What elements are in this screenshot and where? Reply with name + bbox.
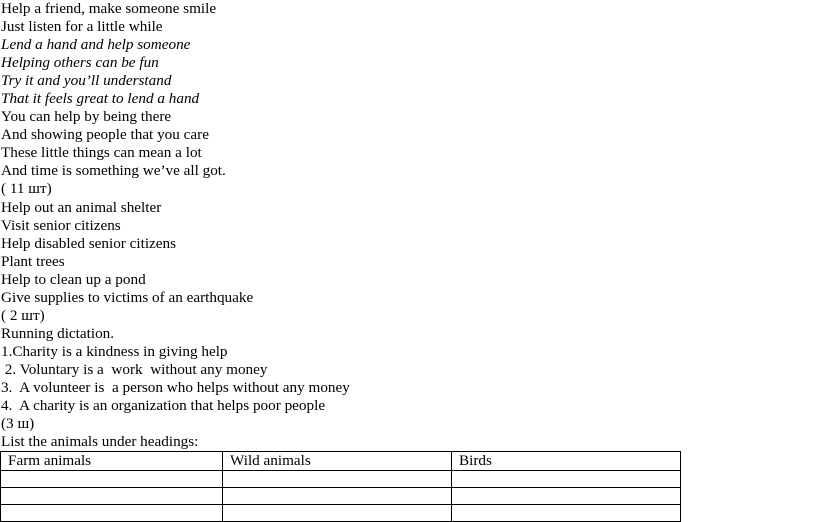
poem-line: Try it and you’ll understand: [1, 72, 172, 90]
poem-line: These little things can mean a lot: [1, 144, 202, 162]
dictation-list: [0, 343, 816, 415]
poem-line: Just listen for a little while: [1, 18, 163, 36]
activity-item: Visit senior citizens: [1, 216, 121, 234]
table-header-row: [1, 452, 681, 471]
table-cell[interactable]: [1, 471, 223, 488]
table-cell[interactable]: [452, 488, 681, 505]
poem-line: Help a friend, make someone smile: [1, 0, 217, 17]
table-row: [1, 505, 681, 522]
table-cell[interactable]: [452, 505, 681, 522]
activities-list: [0, 199, 816, 307]
table-cell[interactable]: [223, 488, 452, 505]
poem-line: Helping others can be fun: [1, 54, 159, 72]
dictation-title: Running dictation.: [1, 324, 115, 342]
animals-table: [0, 451, 681, 522]
table-cell[interactable]: [1, 488, 223, 505]
dictation-item: 4. A charity is an organization that helps poor people: [1, 397, 326, 415]
header-wild-animals: Wild animals: [223, 452, 452, 471]
activity-item: Help to clean up a pond: [1, 270, 146, 288]
table-cell[interactable]: [1, 505, 223, 522]
header-birds: Birds: [452, 452, 681, 471]
poem-line: You can help by being there: [1, 108, 172, 126]
table-cell[interactable]: [452, 471, 681, 488]
table-cell[interactable]: [223, 505, 452, 522]
activity-item: Plant trees: [1, 252, 65, 270]
activity-item: Help disabled senior citizens: [1, 234, 177, 252]
count-note: (3 ш): [1, 415, 35, 433]
table-instruction: List the animals under headings:: [1, 433, 199, 451]
poem: [0, 0, 816, 180]
activity-item: Give supplies to victims of an earthquake: [1, 288, 254, 306]
poem-line: And showing people that you care: [1, 126, 209, 144]
table-row: [1, 488, 681, 505]
dictation-item: 3. A volunteer is a person who helps without any money: [1, 378, 350, 396]
activity-item: Help out an animal shelter: [1, 198, 162, 216]
poem-line: That it feels great to lend a hand: [1, 90, 200, 108]
dictation-item: 1.Charity is a kindness in giving help: [1, 342, 228, 360]
dictation-item: 2. Voluntary is a work without any money: [1, 360, 268, 378]
table-row: [1, 471, 681, 488]
count-note: ( 2 шт): [1, 306, 45, 324]
header-farm-animals: Farm animals: [1, 452, 223, 471]
table-cell[interactable]: [223, 471, 452, 488]
poem-line: And time is something we’ve all got.: [1, 162, 226, 180]
poem-line: Lend a hand and help someone: [1, 36, 191, 54]
count-note: ( 11 шт): [1, 180, 52, 198]
